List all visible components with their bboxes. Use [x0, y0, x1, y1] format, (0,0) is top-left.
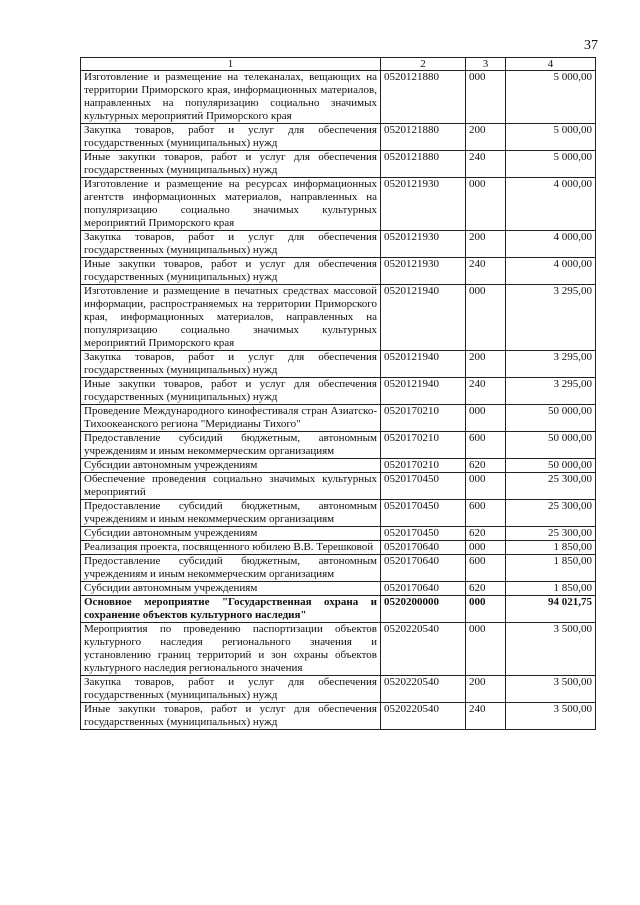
cell-type: 620	[466, 582, 506, 596]
table-row	[81, 178, 596, 231]
cell-type: 200	[466, 676, 506, 703]
cell-sum: 3 500,00	[506, 623, 596, 676]
table-row	[81, 582, 596, 596]
table-row	[81, 541, 596, 555]
cell-code: 0520170450	[381, 527, 466, 541]
table-header-row	[81, 58, 596, 71]
cell-sum: 50 000,00	[506, 459, 596, 473]
table-body	[81, 71, 596, 730]
cell-type: 600	[466, 555, 506, 582]
cell-code: 0520170210	[381, 459, 466, 473]
table-row	[81, 527, 596, 541]
cell-name: Обеспечение проведения социально значимых культурных мероприятий	[81, 473, 381, 500]
cell-name: Проведение Международного кинофестиваля стран Азиатско-Тихоокеанского региона "Меридианы Тихого"	[81, 405, 381, 432]
table-row	[81, 500, 596, 527]
cell-code: 0520220540	[381, 676, 466, 703]
table-row	[81, 285, 596, 351]
cell-code: 0520170640	[381, 555, 466, 582]
cell-name: Основное мероприятие "Государственная охрана и сохранение объектов культурного наследия"	[81, 596, 381, 623]
cell-name: Закупка товаров, работ и услуг для обеспечения государственных (муниципальных) нужд	[81, 124, 381, 151]
column-header-sum: 4	[506, 58, 596, 71]
cell-name: Предоставление субсидий бюджетным, автономным учреждениям и иным некоммерческим организациям	[81, 500, 381, 527]
cell-code: 0520121940	[381, 378, 466, 405]
cell-name: Предоставление субсидий бюджетным, автономным учреждениям и иным некоммерческим организациям	[81, 432, 381, 459]
cell-name: Субсидии автономным учреждениям	[81, 527, 381, 541]
cell-sum: 4 000,00	[506, 231, 596, 258]
cell-type: 000	[466, 541, 506, 555]
cell-name: Мероприятия по проведению паспортизации объектов культурного наследия регионального значения и установлению границ территорий и зон охраны объектов культурного наследия регионального значения	[81, 623, 381, 676]
cell-sum: 3 295,00	[506, 351, 596, 378]
cell-code: 0520121930	[381, 178, 466, 231]
table-row	[81, 151, 596, 178]
cell-type: 240	[466, 258, 506, 285]
table-row	[81, 258, 596, 285]
cell-code: 0520220540	[381, 703, 466, 730]
cell-type: 240	[466, 703, 506, 730]
table-row	[81, 351, 596, 378]
cell-sum: 25 300,00	[506, 500, 596, 527]
cell-sum: 1 850,00	[506, 582, 596, 596]
cell-sum: 3 295,00	[506, 378, 596, 405]
table-row	[81, 703, 596, 730]
cell-sum: 50 000,00	[506, 432, 596, 459]
cell-type: 240	[466, 378, 506, 405]
cell-code: 0520170210	[381, 432, 466, 459]
column-header-code: 2	[381, 58, 466, 71]
cell-type: 620	[466, 527, 506, 541]
table-row	[81, 676, 596, 703]
cell-sum: 5 000,00	[506, 124, 596, 151]
cell-type: 600	[466, 432, 506, 459]
cell-name: Субсидии автономным учреждениям	[81, 582, 381, 596]
budget-table	[80, 57, 596, 730]
cell-code: 0520170450	[381, 473, 466, 500]
cell-sum: 50 000,00	[506, 405, 596, 432]
cell-type: 000	[466, 178, 506, 231]
cell-name: Субсидии автономным учреждениям	[81, 459, 381, 473]
cell-name: Иные закупки товаров, работ и услуг для обеспечения государственных (муниципальных) нужд	[81, 378, 381, 405]
cell-name: Закупка товаров, работ и услуг для обеспечения государственных (муниципальных) нужд	[81, 231, 381, 258]
table-row	[81, 71, 596, 124]
cell-code: 0520121880	[381, 151, 466, 178]
cell-code: 0520121940	[381, 351, 466, 378]
cell-code: 0520121930	[381, 231, 466, 258]
cell-sum: 3 500,00	[506, 676, 596, 703]
cell-code: 0520170450	[381, 500, 466, 527]
cell-name: Иные закупки товаров, работ и услуг для обеспечения государственных (муниципальных) нужд	[81, 703, 381, 730]
cell-type: 000	[466, 473, 506, 500]
cell-type: 200	[466, 124, 506, 151]
cell-type: 000	[466, 623, 506, 676]
cell-name: Предоставление субсидий бюджетным, автономным учреждениям и иным некоммерческим организациям	[81, 555, 381, 582]
cell-code: 0520170640	[381, 582, 466, 596]
table-row	[81, 623, 596, 676]
cell-sum: 25 300,00	[506, 473, 596, 500]
cell-code: 0520200000	[381, 596, 466, 623]
cell-code: 0520121880	[381, 71, 466, 124]
table-row	[81, 596, 596, 623]
table-row	[81, 473, 596, 500]
cell-code: 0520170640	[381, 541, 466, 555]
cell-code: 0520121930	[381, 258, 466, 285]
cell-sum: 25 300,00	[506, 527, 596, 541]
cell-name: Закупка товаров, работ и услуг для обеспечения государственных (муниципальных) нужд	[81, 351, 381, 378]
cell-name: Иные закупки товаров, работ и услуг для обеспечения государственных (муниципальных) нужд	[81, 258, 381, 285]
cell-type: 600	[466, 500, 506, 527]
cell-sum: 5 000,00	[506, 71, 596, 124]
cell-sum: 3 295,00	[506, 285, 596, 351]
cell-code: 0520170210	[381, 405, 466, 432]
cell-code: 0520121940	[381, 285, 466, 351]
cell-type: 240	[466, 151, 506, 178]
table-row	[81, 405, 596, 432]
cell-sum: 4 000,00	[506, 258, 596, 285]
cell-sum: 3 500,00	[506, 703, 596, 730]
table-row	[81, 555, 596, 582]
cell-type: 200	[466, 231, 506, 258]
table-row	[81, 231, 596, 258]
cell-name: Изготовление и размещение в печатных средствах массовой информации, распространяемых на территории Приморского края, информационных материалов, направленных на популяризацию социально значимых культурных мероприятий Приморского края	[81, 285, 381, 351]
cell-code: 0520220540	[381, 623, 466, 676]
cell-type: 620	[466, 459, 506, 473]
table-row	[81, 459, 596, 473]
cell-type: 000	[466, 596, 506, 623]
cell-sum: 5 000,00	[506, 151, 596, 178]
cell-code: 0520121880	[381, 124, 466, 151]
cell-name: Изготовление и размещение на ресурсах информационных агентств информационных материалов, направленных на популяризацию социально значимых культурных мероприятий Приморского края	[81, 178, 381, 231]
column-header-type: 3	[466, 58, 506, 71]
cell-sum: 1 850,00	[506, 541, 596, 555]
cell-name: Изготовление и размещение на телеканалах, вещающих на территории Приморского края, информационных материалов, направленных на популяризацию социально значимых культурных мероприятий Приморского края	[81, 71, 381, 124]
cell-type: 000	[466, 71, 506, 124]
cell-name: Иные закупки товаров, работ и услуг для обеспечения государственных (муниципальных) нужд	[81, 151, 381, 178]
cell-type: 200	[466, 351, 506, 378]
column-header-name: 1	[81, 58, 381, 71]
cell-sum: 1 850,00	[506, 555, 596, 582]
cell-type: 000	[466, 405, 506, 432]
cell-type: 000	[466, 285, 506, 351]
page-number: 37	[584, 38, 598, 53]
cell-sum: 94 021,75	[506, 596, 596, 623]
cell-name: Закупка товаров, работ и услуг для обеспечения государственных (муниципальных) нужд	[81, 676, 381, 703]
table-row	[81, 378, 596, 405]
cell-name: Реализация проекта, посвященного юбилею В.В. Терешковой	[81, 541, 381, 555]
table-row	[81, 124, 596, 151]
table-row	[81, 432, 596, 459]
cell-sum: 4 000,00	[506, 178, 596, 231]
